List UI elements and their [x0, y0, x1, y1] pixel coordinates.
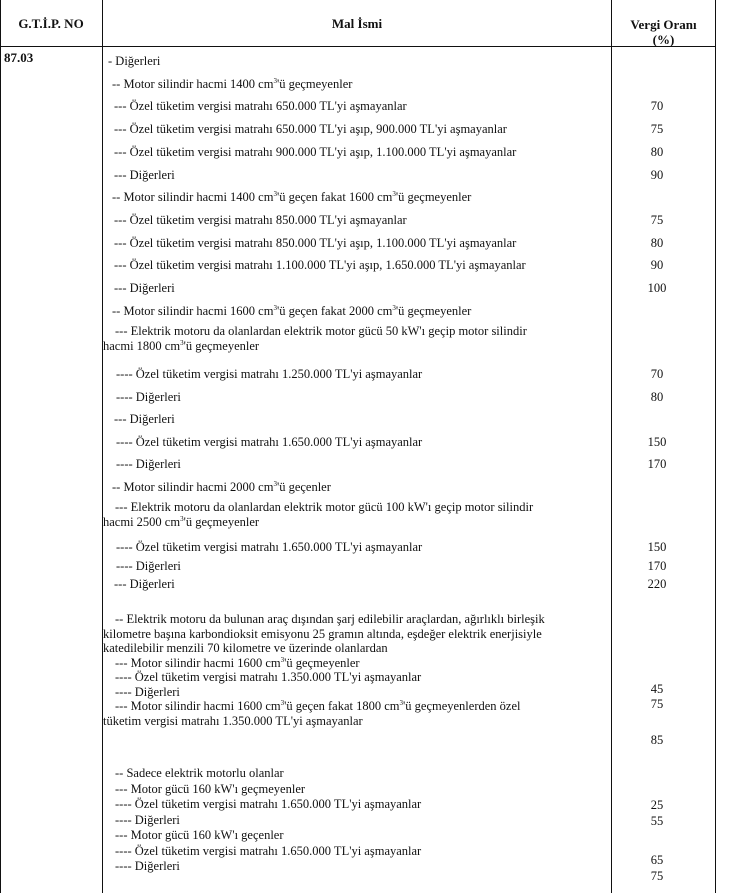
block3-line1: -- Elektrik motoru da bulunan araç dışından şarj edilebilir araçlardan, ağırlıklı birleşik — [115, 612, 545, 626]
rate-value: 70 — [650, 367, 664, 381]
block3-line6: ---- Diğerleri — [115, 684, 180, 699]
block2-line2 — [103, 515, 613, 530]
block3-line4-pre: --- Motor silindir hacmi 1600 cm — [115, 655, 281, 670]
block1-line2-pre: hacmi 1800 cm — [103, 338, 181, 353]
block3-line7-mid: 'ü geçen fakat 1800 cm — [284, 699, 400, 713]
sup: 3 — [180, 514, 184, 523]
rate-value: 150 — [647, 540, 667, 554]
block2-line1: --- Elektrik motoru da olanlardan elektrik motor gücü 100 kW'ı geçip motor silindir — [115, 500, 534, 514]
plugin-hybrid-block — [103, 612, 613, 728]
rate-value: 85 — [650, 733, 664, 747]
table-row — [0, 303, 732, 322]
table-row — [0, 576, 732, 595]
block1-line2-post: 'ü geçmeyenler — [183, 338, 260, 353]
item-description: --- Özel tüketim vergisi matrahı 900.000 TL'yi aşıp, 1.100.000 TL'yi aşmayanlar — [114, 144, 517, 159]
rate-value: 90 — [650, 258, 664, 273]
item-description: --- Özel tüketim vergisi matrahı 650.000 TL'yi aşıp, 900.000 TL'yi aşmayanlar — [114, 122, 507, 137]
rate-value: 80 — [650, 389, 664, 404]
item-description: --- Diğerleri — [114, 412, 175, 426]
block3-line3: katedilebilir menzili 70 kilometre ve üzerinde olanlardan — [103, 641, 388, 655]
block3-line7-pre: --- Motor silindir hacmi 1600 cm — [115, 699, 281, 713]
item-description: - Diğerleri — [108, 54, 161, 68]
rate-value: 25 — [650, 798, 664, 812]
rate-value: 150 — [647, 434, 667, 449]
block4-line2: --- Motor gücü 160 kW'ı geçmeyenler — [115, 781, 306, 796]
header-name: Mal İsmi — [331, 16, 383, 31]
rate-value: 75 — [650, 697, 664, 711]
block1-line1: --- Elektrik motoru da olanlardan elektrik motor gücü 50 kW'ı geçip motor silindir — [115, 324, 527, 338]
item-description: ---- Diğerleri — [116, 457, 181, 471]
sup: 3 — [280, 699, 285, 707]
table-row — [0, 479, 732, 498]
block3-line7-post: 'ü geçmeyenlerden özel — [403, 699, 521, 713]
table-row — [0, 167, 732, 186]
table-row — [0, 257, 732, 276]
item-description: --- Diğerleri — [114, 577, 175, 591]
elektrik-block-2 — [103, 500, 613, 529]
rate-value: 80 — [650, 144, 664, 159]
table-row — [0, 189, 732, 208]
sup: 3 — [180, 338, 184, 347]
block3-line4-post: 'ü geçmeyenler — [284, 655, 360, 670]
block1-line2 — [103, 339, 613, 354]
item-description: --- Özel tüketim vergisi matrahı 850.000 TL'yi aşmayanlar — [114, 212, 407, 227]
rate-value: 80 — [650, 235, 664, 250]
table-row — [0, 144, 732, 163]
header-rule — [0, 46, 715, 47]
item-description: -- Motor silindir hacmi 1600 $cm^3'ü$ geçen fakat 2000 $cm^3'ü$ geçmeyenler — [112, 303, 472, 318]
table-row — [0, 76, 732, 95]
block3-line8: tüketim vergisi matrahı 1.350.000 TL'yi aşmayanlar — [103, 713, 363, 728]
rate-value: 220 — [647, 577, 667, 591]
table-row — [0, 558, 732, 577]
table-row — [0, 53, 732, 72]
block2-line2-post: 'ü geçmeyenler — [183, 514, 260, 529]
table-row — [0, 411, 732, 430]
header-rate-line1: Vergi Oranı — [630, 17, 697, 32]
rate-value: 45 — [650, 682, 664, 696]
header-rate — [612, 17, 715, 47]
rate-value: 55 — [650, 814, 664, 828]
rate-value: 170 — [647, 558, 667, 573]
sup: 3 — [399, 699, 404, 707]
item-description: ---- Özel tüketim vergisi matrahı 1.650.000 TL'yi aşmayanlar — [116, 540, 423, 554]
item-description: --- Özel tüketim vergisi matrahı 650.000 TL'yi aşmayanlar — [114, 99, 407, 114]
item-description: -- Motor silindir hacmi 1400 $cm^3'ü$ geçen fakat 1600 $cm^3'ü$ geçmeyenler — [112, 190, 472, 205]
block4-line5: --- Motor gücü 160 kW'ı geçenler — [115, 828, 284, 842]
item-description: --- Özel tüketim vergisi matrahı 1.100.000 TL'yi aşıp, 1.650.000 TL'yi aşmayanlar — [114, 258, 526, 273]
item-description: ---- Özel tüketim vergisi matrahı 1.650.000 TL'yi aşmayanlar — [116, 434, 423, 449]
item-description: --- Özel tüketim vergisi matrahı 850.000 TL'yi aşıp, 1.100.000 TL'yi aşmayanlar — [114, 235, 517, 250]
block3-line4 — [103, 656, 613, 671]
table-row — [0, 212, 732, 231]
table-row — [0, 539, 732, 558]
rate-value: 70 — [650, 99, 664, 114]
table-row — [0, 235, 732, 254]
header-rate-line2: (%) — [652, 32, 675, 47]
rate-value: 90 — [650, 167, 664, 182]
block3-line5: ---- Özel tüketim vergisi matrahı 1.350.000 TL'yi aşmayanlar — [115, 670, 422, 684]
block4-line1: -- Sadece elektrik motorlu olanlar — [115, 766, 284, 780]
block3-line7 — [103, 699, 613, 714]
elektrik-block-1 — [103, 324, 613, 353]
block4-line7: ---- Diğerleri — [115, 859, 180, 873]
table-row — [0, 280, 732, 299]
gtip-code: 87.03 — [4, 50, 34, 65]
item-description: -- Motor silindir hacmi 2000 $cm^3'ü$ geçenler — [112, 479, 331, 494]
rate-value: 65 — [650, 853, 664, 867]
table-row — [0, 366, 732, 385]
block4-line4: ---- Diğerleri — [115, 812, 180, 827]
block4-line6: ---- Özel tüketim vergisi matrahı 1.650.000 TL'yi aşmayanlar — [115, 843, 422, 858]
rate-value: 75 — [650, 869, 664, 883]
table-row — [0, 121, 732, 140]
table-row — [0, 98, 732, 117]
rate-value: 75 — [650, 212, 664, 227]
item-description: --- Diğerleri — [114, 167, 175, 182]
block2-line2-pre: hacmi 2500 cm — [103, 514, 181, 529]
sup: 3 — [280, 655, 285, 664]
rate-value: 75 — [650, 122, 664, 137]
electric-only-block — [103, 766, 613, 875]
item-description: --- Diğerleri — [114, 281, 175, 295]
block3-line2: kilometre başına karbondioksit emisyonu 25 gramın altında, eşdeğer elektrik enerjisiyle — [103, 626, 542, 641]
item-description: ---- Diğerleri — [116, 389, 181, 404]
item-description: ---- Özel tüketim vergisi matrahı 1.250.000 TL'yi aşmayanlar — [116, 367, 423, 381]
table-row — [0, 389, 732, 408]
item-description: -- Motor silindir hacmi 1400 $cm^3'ü$ geçmeyenler — [112, 76, 353, 91]
block4-line3: ---- Özel tüketim vergisi matrahı 1.650.000 TL'yi aşmayanlar — [115, 797, 422, 811]
rate-value: 100 — [647, 281, 667, 295]
table-row — [0, 434, 732, 453]
rate-value: 170 — [647, 457, 667, 471]
item-description: ---- Diğerleri — [116, 558, 181, 573]
table-row — [0, 456, 732, 475]
header-code: G.T.İ.P. NO — [18, 16, 84, 31]
